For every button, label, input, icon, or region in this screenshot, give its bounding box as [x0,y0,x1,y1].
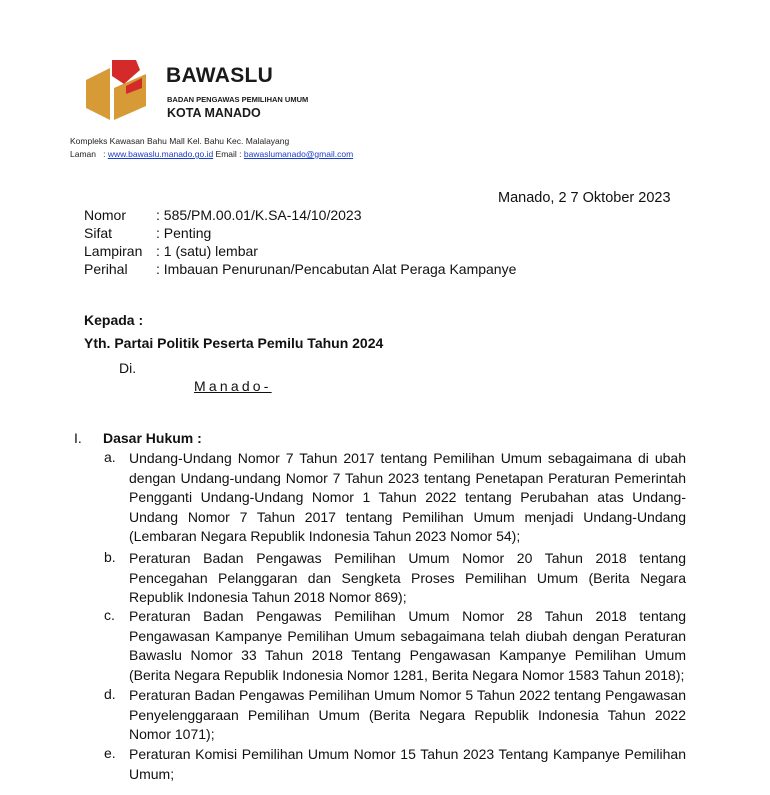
meta-key: Sifat [84,225,113,241]
contact-line [70,149,353,159]
item-label: a. [104,449,116,465]
meta-value: : Penting [156,225,212,241]
list-item: Peraturan Badan Pengawas Pemilihan Umum Nomor 5 Tahun 2022 tentang Pengawasan Penyelenggaraan Pemilihan Umum (Berita Negara Republik Indonesia Tahun 2022 Nomor 1071); [129,687,686,742]
section-title [103,430,202,446]
item-label: e. [104,745,116,761]
laman-label: Laman : [70,149,108,159]
item-label: c. [104,607,115,623]
meta-value: : Imbauan Penurunan/Pencabutan Alat Peraga Kampanye [156,261,517,277]
org-full-name: BADAN PENGAWAS PEMILIHAN UMUM [167,95,309,104]
logo-gold-shape [86,68,110,120]
di-label: Di. [119,360,137,376]
address-line: Kompleks Kawasan Bahu Mall Kel. Bahu Kec. Malalayang [70,136,290,146]
section-number: I. [74,430,82,446]
list-item: Peraturan Badan Pengawas Pemilihan Umum Nomor 28 Tahun 2018 tentang Pengawasan Kampanye Pemilihan Umum sebagaimana telah diubah dengan Peraturan Bawaslu Nomor 33 Tahun 2018 Tentang Pengawasan Kampanye Pemilihan Umum (Berita Negara Republik Indonesia Nomor 1281, Berita Negara Nomor 1583 Tahun 2018); [129,608,686,683]
bawaslu-logo-icon [84,58,148,124]
section-title-text: Dasar Hukum : [103,430,202,446]
website-link[interactable]: www.bawaslu.manado.go.id [107,149,214,159]
item-label: b. [104,549,116,565]
list-item: Undang-Undang Nomor 7 Tahun 2017 tentang Pemilihan Umum sebagaimana di ubah dengan Undang-undang Nomor 7 Tahun 2023 tentang Penetapan Peraturan Pemerintah Pengganti Undang-Undang Nomor 1 Tahun 2022 tentang Perubahan atas Undang-Undang Nomor 7 Tahun 2017 tentang Pemilihan Umum menjadi Undang-Undang (Lembaran Negara Republik Indonesia Tahun 2023 Nomor 54); [129,450,686,544]
meta-key: Nomor [84,207,127,223]
meta-key: Lampiran [84,243,143,259]
kepada-label: Kepada : [84,312,144,328]
org-name: BAWASLU [166,64,274,87]
org-city: KOTA MANADO [167,106,261,120]
list-item: Peraturan Badan Pengawas Pemilihan Umum Nomor 20 Tahun 2018 tentang Pencegahan Pelanggaran dan Sengketa Proses Pemilihan Umum (Berita Negara Republik Indonesia Tahun 2018 Nomor 869); [129,550,686,605]
addressee-place: Manado- [194,378,272,394]
letter-date: Manado, 2 7 Oktober 2023 [498,190,671,206]
addressee-name: Yth. Partai Politik Peserta Pemilu Tahun 2024 [84,335,384,351]
email-label: Email : [213,149,244,159]
email-link[interactable]: bawaslumanado@gmail.com [243,149,354,159]
meta-key: Perihal [84,261,128,277]
item-label: d. [104,686,116,702]
meta-value: : 1 (satu) lembar [156,243,258,259]
list-item: Peraturan Komisi Pemilihan Umum Nomor 15 Tahun 2023 Tentang Kampanye Pemilihan Umum; [129,746,686,782]
meta-value: : 585/PM.00.01/K.SA-14/10/2023 [156,207,362,223]
